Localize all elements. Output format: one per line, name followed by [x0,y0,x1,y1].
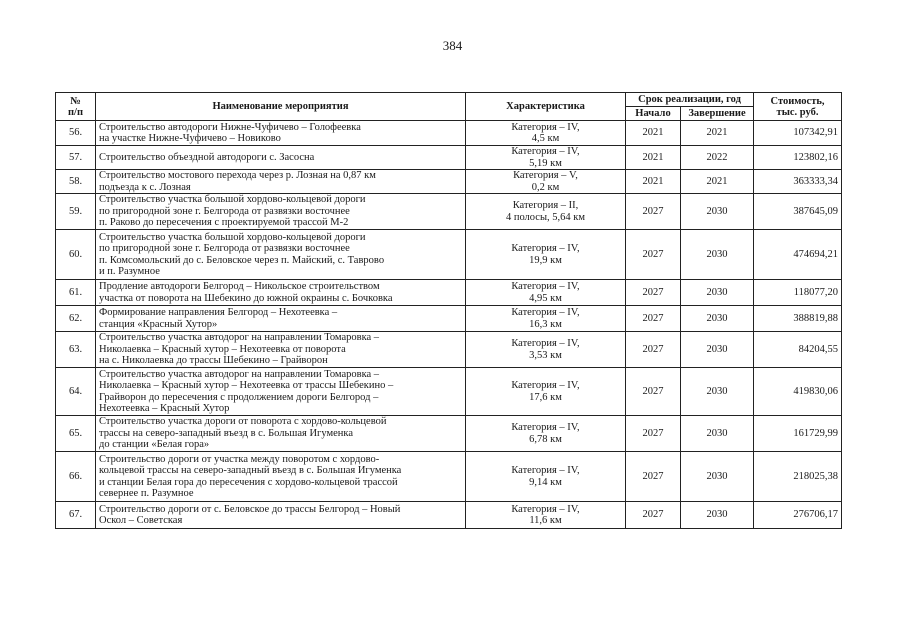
row-characteristic: Категория – IV, 4,95 км [466,280,626,306]
row-number: 67. [56,502,96,529]
row-end-year: 2030 [681,502,754,529]
table-body [56,121,842,529]
page-number: 384 [442,38,463,53]
projects-table [55,92,842,529]
row-cost: 161729,99 [754,416,842,452]
row-end-year: 2030 [681,332,754,368]
row-start-year: 2027 [626,332,681,368]
row-cost: 123802,16 [754,146,842,170]
table-row [56,170,842,194]
table-row [56,306,842,332]
row-cost: 107342,91 [754,121,842,146]
row-number: 59. [56,194,96,230]
row-cost: 419830,06 [754,368,842,416]
row-name: Строительство участка большой хордово-кольцевой дороги по пригородной зоне г. Белгорода от развязки восточнее п. Комсомольский до с. Беловское через п. Майский, с. Таврово и п. Разумное [96,230,466,280]
row-end-year: 2030 [681,452,754,502]
row-characteristic: Категория – IV, 17,6 км [466,368,626,416]
row-end-year: 2030 [681,368,754,416]
row-characteristic: Категория – IV, 9,14 км [466,452,626,502]
table-row [56,146,842,170]
row-cost: 276706,17 [754,502,842,529]
row-cost: 218025,38 [754,452,842,502]
row-end-year: 2030 [681,306,754,332]
row-cost: 474694,21 [754,230,842,280]
table-row [56,230,842,280]
header-period: Срок реализации, год [626,93,754,107]
row-name: Строительство дороги от с. Беловское до трассы Белгород – Новый Оскол – Советская [96,502,466,529]
row-number: 63. [56,332,96,368]
row-number: 66. [56,452,96,502]
header-cost: Стоимость, тыс. руб. [754,93,842,121]
row-end-year: 2021 [681,170,754,194]
row-number: 65. [56,416,96,452]
row-start-year: 2027 [626,306,681,332]
row-name: Строительство дороги от участка между поворотом с хордово- кольцевой трассы на северо-западный въезд в с. Большая Игуменка и станции Белая гора до пересечения с хордово-кольцевой трассой севернее п. Разумное [96,452,466,502]
table-row [56,368,842,416]
row-name: Строительство участка большой хордово-кольцевой дороги по пригородной зоне г. Белгорода от развязки восточнее п. Раково до пересечения с проектируемой трассой М-2 [96,194,466,230]
row-end-year: 2030 [681,416,754,452]
header-num: № п/п [56,93,96,121]
row-characteristic: Категория – IV, 11,6 км [466,502,626,529]
row-cost: 118077,20 [754,280,842,306]
table-row [56,502,842,529]
row-start-year: 2027 [626,194,681,230]
row-start-year: 2027 [626,230,681,280]
row-end-year: 2030 [681,194,754,230]
header-end: Завершение [681,107,754,121]
row-number: 62. [56,306,96,332]
row-characteristic: Категория – II, 4 полосы, 5,64 км [466,194,626,230]
row-characteristic: Категория – IV, 6,78 км [466,416,626,452]
row-characteristic: Категория – V, 0,2 км [466,170,626,194]
row-name: Строительство участка автодорог на направлении Томаровка – Николаевка – Красный хутор – Нехотеевка от поворота на с. Николаевка до трассы Шебекино – Грайворон [96,332,466,368]
row-name: Продление автодороги Белгород – Никольское строительством участка от поворота на Шебекино до южной окраины с. Бочковка [96,280,466,306]
row-name: Строительство автодороги Нижне-Чуфичево – Голофеевка на участке Нижне-Чуфичево – Новиково [96,121,466,146]
row-number: 64. [56,368,96,416]
row-start-year: 2027 [626,280,681,306]
table-row [56,280,842,306]
row-number: 57. [56,146,96,170]
row-name: Строительство участка автодорог на направлении Томаровка – Николаевка – Красный хутор – Нехотеевка от трассы Шебекино – Грайворон до пересечения с продолжением дороги Белгород – Нехотеевка – Красный Хутор [96,368,466,416]
header-name: Наименование мероприятия [96,93,466,121]
row-end-year: 2021 [681,121,754,146]
row-end-year: 2022 [681,146,754,170]
header-characteristic: Характеристика [466,93,626,121]
row-cost: 387645,09 [754,194,842,230]
row-start-year: 2027 [626,416,681,452]
row-number: 60. [56,230,96,280]
table-row [56,121,842,146]
table-row [56,332,842,368]
row-start-year: 2021 [626,146,681,170]
row-cost: 388819,88 [754,306,842,332]
row-number: 61. [56,280,96,306]
row-characteristic: Категория – IV, 19,9 км [466,230,626,280]
row-start-year: 2021 [626,121,681,146]
row-start-year: 2027 [626,368,681,416]
row-characteristic: Категория – IV, 3,53 км [466,332,626,368]
row-name: Формирование направления Белгород – Нехотеевка – станция «Красный Хутор» [96,306,466,332]
table-row [56,452,842,502]
row-name: Строительство мостового перехода через р. Лозная на 0,87 км подъезда к с. Лозная [96,170,466,194]
row-start-year: 2027 [626,452,681,502]
row-cost: 363333,34 [754,170,842,194]
row-characteristic: Категория – IV, 16,3 км [466,306,626,332]
row-end-year: 2030 [681,230,754,280]
table-row [56,416,842,452]
row-characteristic: Категория – IV, 5,19 км [466,146,626,170]
row-characteristic: Категория – IV, 4,5 км [466,121,626,146]
row-number: 56. [56,121,96,146]
table-row [56,194,842,230]
row-start-year: 2027 [626,502,681,529]
header-start: Начало [626,107,681,121]
row-start-year: 2021 [626,170,681,194]
row-end-year: 2030 [681,280,754,306]
row-name: Строительство объездной автодороги с. Засосна [96,146,466,170]
row-cost: 84204,55 [754,332,842,368]
row-name: Строительство участка дороги от поворота с хордово-кольцевой трассы на северо-западный въезд в с. Большая Игуменка до станции «Белая гора» [96,416,466,452]
row-number: 58. [56,170,96,194]
